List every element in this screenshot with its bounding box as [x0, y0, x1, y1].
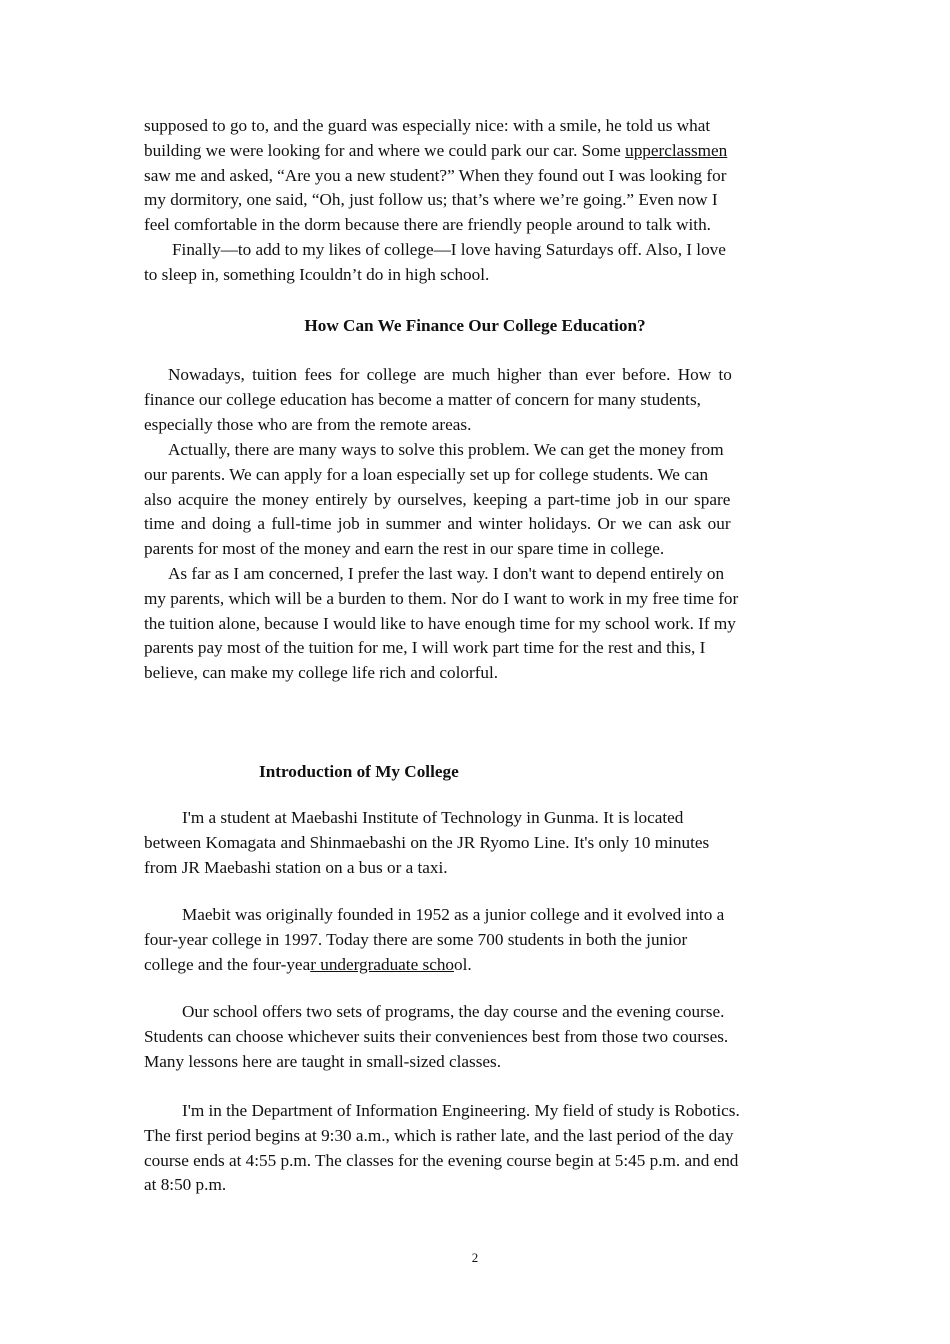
page-number: 2 — [471, 1250, 479, 1265]
text-line: my dormitory, one said, “Oh, just follow us; that’s where we’re going.” Even now I — [144, 190, 718, 210]
text-line: parents for most of the money and earn the rest in our spare time in college. — [144, 539, 665, 559]
text-line: saw me and asked, “Are you a new student?” When they found out I was looking for — [144, 165, 727, 185]
text-line: the tuition alone, because I would like to have enough time for my school work. If my — [144, 613, 736, 633]
text-line: Our school offers two sets of programs, the day course and the evening course. — [182, 1002, 725, 1021]
text-line-part: college and the four-yea — [144, 954, 311, 974]
text-line — [144, 139, 809, 164]
text-line: The first period begins at 9:30 a.m., which is rather late, and the last period of the day — [144, 1125, 734, 1145]
paragraph-preference — [144, 562, 809, 686]
text-line: Nowadays, tuition fees for college are much higher than ever before. How to — [168, 365, 732, 384]
text-line: from JR Maebashi station on a bus or a taxi. — [144, 857, 448, 877]
text-line: As far as I am concerned, I prefer the last way. I don't want to depend entirely on — [168, 564, 725, 583]
text-line: Many lessons here are taught in small-sized classes. — [144, 1051, 502, 1071]
paragraph-department — [144, 1099, 854, 1198]
text-line: I'm in the Department of Information Engineering. My field of study is Robotics. — [182, 1101, 740, 1120]
text-line: believe, can make my college life rich and colorful. — [144, 663, 499, 683]
paragraph-tuition-fees — [144, 363, 809, 437]
text-line: Students can choose whichever suits their conveniences best from those two courses. — [144, 1026, 729, 1046]
paragraph-ways-to-solve — [144, 438, 809, 562]
text-line-part: building we were looking for and where we could park our car. Some — [144, 140, 626, 160]
text-line: also acquire the money entirely by ourselves, keeping a part-time job in our spare — [144, 489, 731, 509]
heading-introduction: Introduction of My College — [259, 762, 459, 781]
text-line: I'm a student at Maebashi Institute of Technology in Gunma. It is located — [182, 808, 684, 827]
text-line: Finally—to add to my likes of college—I love having Saturdays off. Also, I love — [172, 240, 726, 259]
text-line: supposed to go to, and the guard was especially nice: with a smile, he told us what — [144, 116, 711, 135]
text-line: four-year college in 1997. Today there are some 700 students in both the junior — [144, 929, 688, 949]
text-line: our parents. We can apply for a loan especially set up for college students. We can — [144, 464, 709, 484]
text-line: at 8:50 p.m. — [144, 1175, 227, 1195]
text-line: Actually, there are many ways to solve this problem. We can get the money from — [168, 440, 724, 459]
heading-finance: How Can We Finance Our College Education? — [304, 316, 646, 335]
text-line: Maebit was originally founded in 1952 as a junior college and it evolved into a — [182, 905, 725, 924]
paragraph-dorm-experience — [144, 114, 809, 238]
text-line: course ends at 4:55 p.m. The classes for the evening course begin at 5:45 p.m. and end — [144, 1150, 739, 1170]
text-line: to sleep in, something Icouldn’t do in high school. — [144, 264, 490, 284]
text-line: especially those who are from the remote areas. — [144, 414, 472, 434]
paragraph-location — [144, 806, 844, 880]
text-line — [144, 953, 844, 978]
text-line: feel comfortable in the dorm because there are friendly people around to talk with. — [144, 215, 711, 235]
text-line: my parents, which will be a burden to them. Nor do I want to work in my free time for — [144, 588, 739, 608]
paragraph-saturdays — [144, 238, 809, 288]
underlined-phrase: r undergraduate scho — [310, 954, 455, 974]
text-line: time and doing a full-time job in summer and winter holidays. Or we can ask our — [144, 514, 731, 534]
underlined-word: upperclassmen — [625, 140, 728, 160]
text-line: parents pay most of the tuition for me, I will work part time for the rest and this, I — [144, 638, 706, 658]
paragraph-history — [144, 903, 844, 977]
text-line: between Komagata and Shinmaebashi on the JR Ryomo Line. It's only 10 minutes — [144, 832, 710, 852]
paragraph-programs — [144, 1000, 844, 1074]
text-line: finance our college education has become a matter of concern for many students, — [144, 389, 701, 409]
text-line-part: ol. — [454, 954, 472, 974]
